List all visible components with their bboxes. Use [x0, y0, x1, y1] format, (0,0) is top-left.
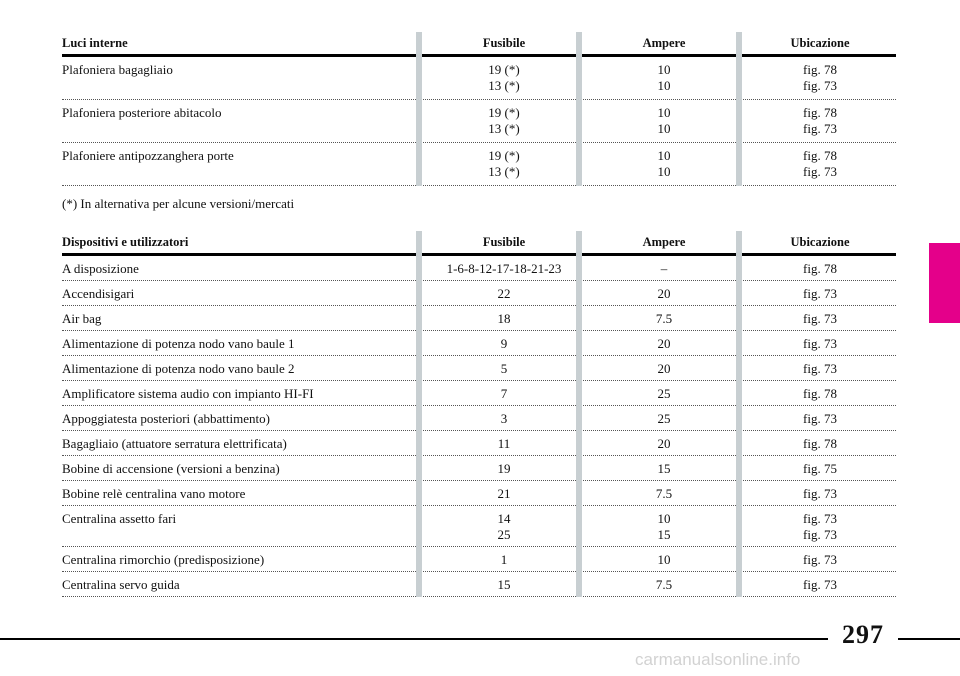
column-header-ampere: Ampere — [642, 36, 686, 50]
footer-rule-right — [898, 638, 960, 640]
table-row — [62, 381, 896, 406]
column-header-device: Dispositivi e utilizzatori — [62, 235, 189, 249]
row-location: fig. 78 fig. 73 — [803, 148, 837, 179]
row-location: fig. 78 fig. 73 — [803, 105, 837, 136]
table-row — [62, 481, 896, 506]
row-device-name: Plafoniere antipozzanghera porte — [62, 148, 234, 163]
row-location: fig. 78 — [803, 261, 837, 276]
row-ampere: 20 — [657, 361, 671, 376]
row-location: fig. 73 fig. 73 — [803, 511, 837, 542]
table-row — [62, 506, 896, 547]
row-device-name: Centralina assetto fari — [62, 511, 177, 526]
devices-fuse-table — [62, 231, 896, 597]
table-row — [62, 406, 896, 431]
table-row — [62, 456, 896, 481]
row-location: fig. 73 — [803, 361, 837, 376]
row-fuse: 5 — [500, 361, 508, 376]
footer-rule-left — [0, 638, 828, 640]
column-header-location: Ubicazione — [790, 36, 850, 50]
row-fuse: 21 — [497, 486, 511, 501]
column-divider — [736, 231, 742, 597]
table-row — [62, 547, 896, 572]
row-device-name: Appoggiatesta posteriori (abbattimento) — [62, 411, 270, 426]
row-fuse: 3 — [500, 411, 508, 426]
row-device-name: Bobine di accensione (versioni a benzina) — [62, 461, 280, 476]
row-ampere: 20 — [657, 436, 671, 451]
table-row — [62, 572, 896, 597]
table-header — [62, 231, 896, 256]
table-row — [62, 256, 896, 281]
row-location: fig. 73 — [803, 552, 837, 567]
row-fuse: 9 — [500, 336, 508, 351]
row-fuse: 19 (*) 13 (*) — [488, 148, 520, 179]
row-device-name: Air bag — [62, 311, 102, 326]
watermark: carmanualsonline.info — [635, 650, 801, 669]
row-ampere: 25 — [657, 386, 671, 401]
row-ampere: 20 — [657, 286, 671, 301]
row-fuse: 22 — [497, 286, 511, 301]
column-divider — [736, 32, 742, 186]
row-device-name: Centralina rimorchio (predisposizione) — [62, 552, 265, 567]
footnote: (*) In alternativa per alcune versioni/mercati — [62, 196, 295, 211]
row-location: fig. 73 — [803, 577, 837, 592]
row-fuse: 11 — [497, 436, 511, 451]
table-row — [62, 306, 896, 331]
row-location: fig. 78 — [803, 436, 837, 451]
row-ampere: 10 10 — [657, 62, 671, 93]
row-location: fig. 73 — [803, 336, 837, 351]
row-device-name: Alimentazione di potenza nodo vano baule 2 — [62, 361, 295, 376]
row-device-name: A disposizione — [62, 261, 139, 276]
column-divider — [416, 32, 422, 186]
table-row — [62, 143, 896, 186]
row-ampere: 7.5 — [655, 577, 673, 592]
row-ampere: 20 — [657, 336, 671, 351]
row-device-name: Amplificatore sistema audio con impianto HI-FI — [62, 386, 314, 401]
table-row — [62, 281, 896, 306]
row-location: fig. 78 — [803, 386, 837, 401]
table-row — [62, 356, 896, 381]
column-divider — [576, 32, 582, 186]
table-row — [62, 57, 896, 100]
row-device-name: Plafoniera posteriore abitacolo — [62, 105, 222, 120]
row-location: fig. 73 — [803, 286, 837, 301]
row-ampere: 10 — [657, 552, 671, 567]
row-fuse: 14 25 — [497, 511, 511, 542]
row-ampere: 10 15 — [657, 511, 671, 542]
column-divider — [416, 231, 422, 597]
row-location: fig. 73 — [803, 411, 837, 426]
table-row — [62, 431, 896, 456]
column-header-device: Luci interne — [62, 36, 128, 50]
row-ampere: – — [660, 261, 668, 276]
row-fuse: 19 (*) 13 (*) — [488, 62, 520, 93]
row-location: fig. 73 — [803, 311, 837, 326]
row-device-name: Bobine relè centralina vano motore — [62, 486, 246, 501]
row-ampere: 15 — [657, 461, 671, 476]
column-header-fuse: Fusibile — [482, 235, 526, 249]
table-row — [62, 100, 896, 143]
column-header-fuse: Fusibile — [482, 36, 526, 50]
row-fuse: 15 — [497, 577, 511, 592]
column-divider — [576, 231, 582, 597]
table-header — [62, 32, 896, 57]
row-ampere: 10 10 — [657, 105, 671, 136]
table-row — [62, 331, 896, 356]
row-fuse: 1 — [500, 552, 508, 567]
row-location: fig. 78 fig. 73 — [803, 62, 837, 93]
row-fuse: 19 — [497, 461, 511, 476]
row-fuse: 1-6-8-12-17-18-21-23 — [446, 261, 562, 276]
row-ampere: 7.5 — [655, 311, 673, 326]
section-tab-marker — [929, 243, 960, 323]
row-ampere: 10 10 — [657, 148, 671, 179]
row-device-name: Alimentazione di potenza nodo vano baule 1 — [62, 336, 295, 351]
row-device-name: Accendisigari — [62, 286, 135, 301]
column-header-ampere: Ampere — [642, 235, 686, 249]
row-fuse: 18 — [497, 311, 511, 326]
row-location: fig. 73 — [803, 486, 837, 501]
row-location: fig. 75 — [803, 461, 837, 476]
row-device-name: Centralina servo guida — [62, 577, 180, 592]
row-ampere: 25 — [657, 411, 671, 426]
row-device-name: Plafoniera bagagliaio — [62, 62, 173, 77]
page-number: 297 — [842, 620, 884, 649]
row-fuse: 7 — [500, 386, 508, 401]
row-fuse: 19 (*) 13 (*) — [488, 105, 520, 136]
column-header-location: Ubicazione — [790, 235, 850, 249]
interior-lights-fuse-table — [62, 32, 896, 186]
row-device-name: Bagagliaio (attuatore serratura elettrificata) — [62, 436, 287, 451]
row-ampere: 7.5 — [655, 486, 673, 501]
